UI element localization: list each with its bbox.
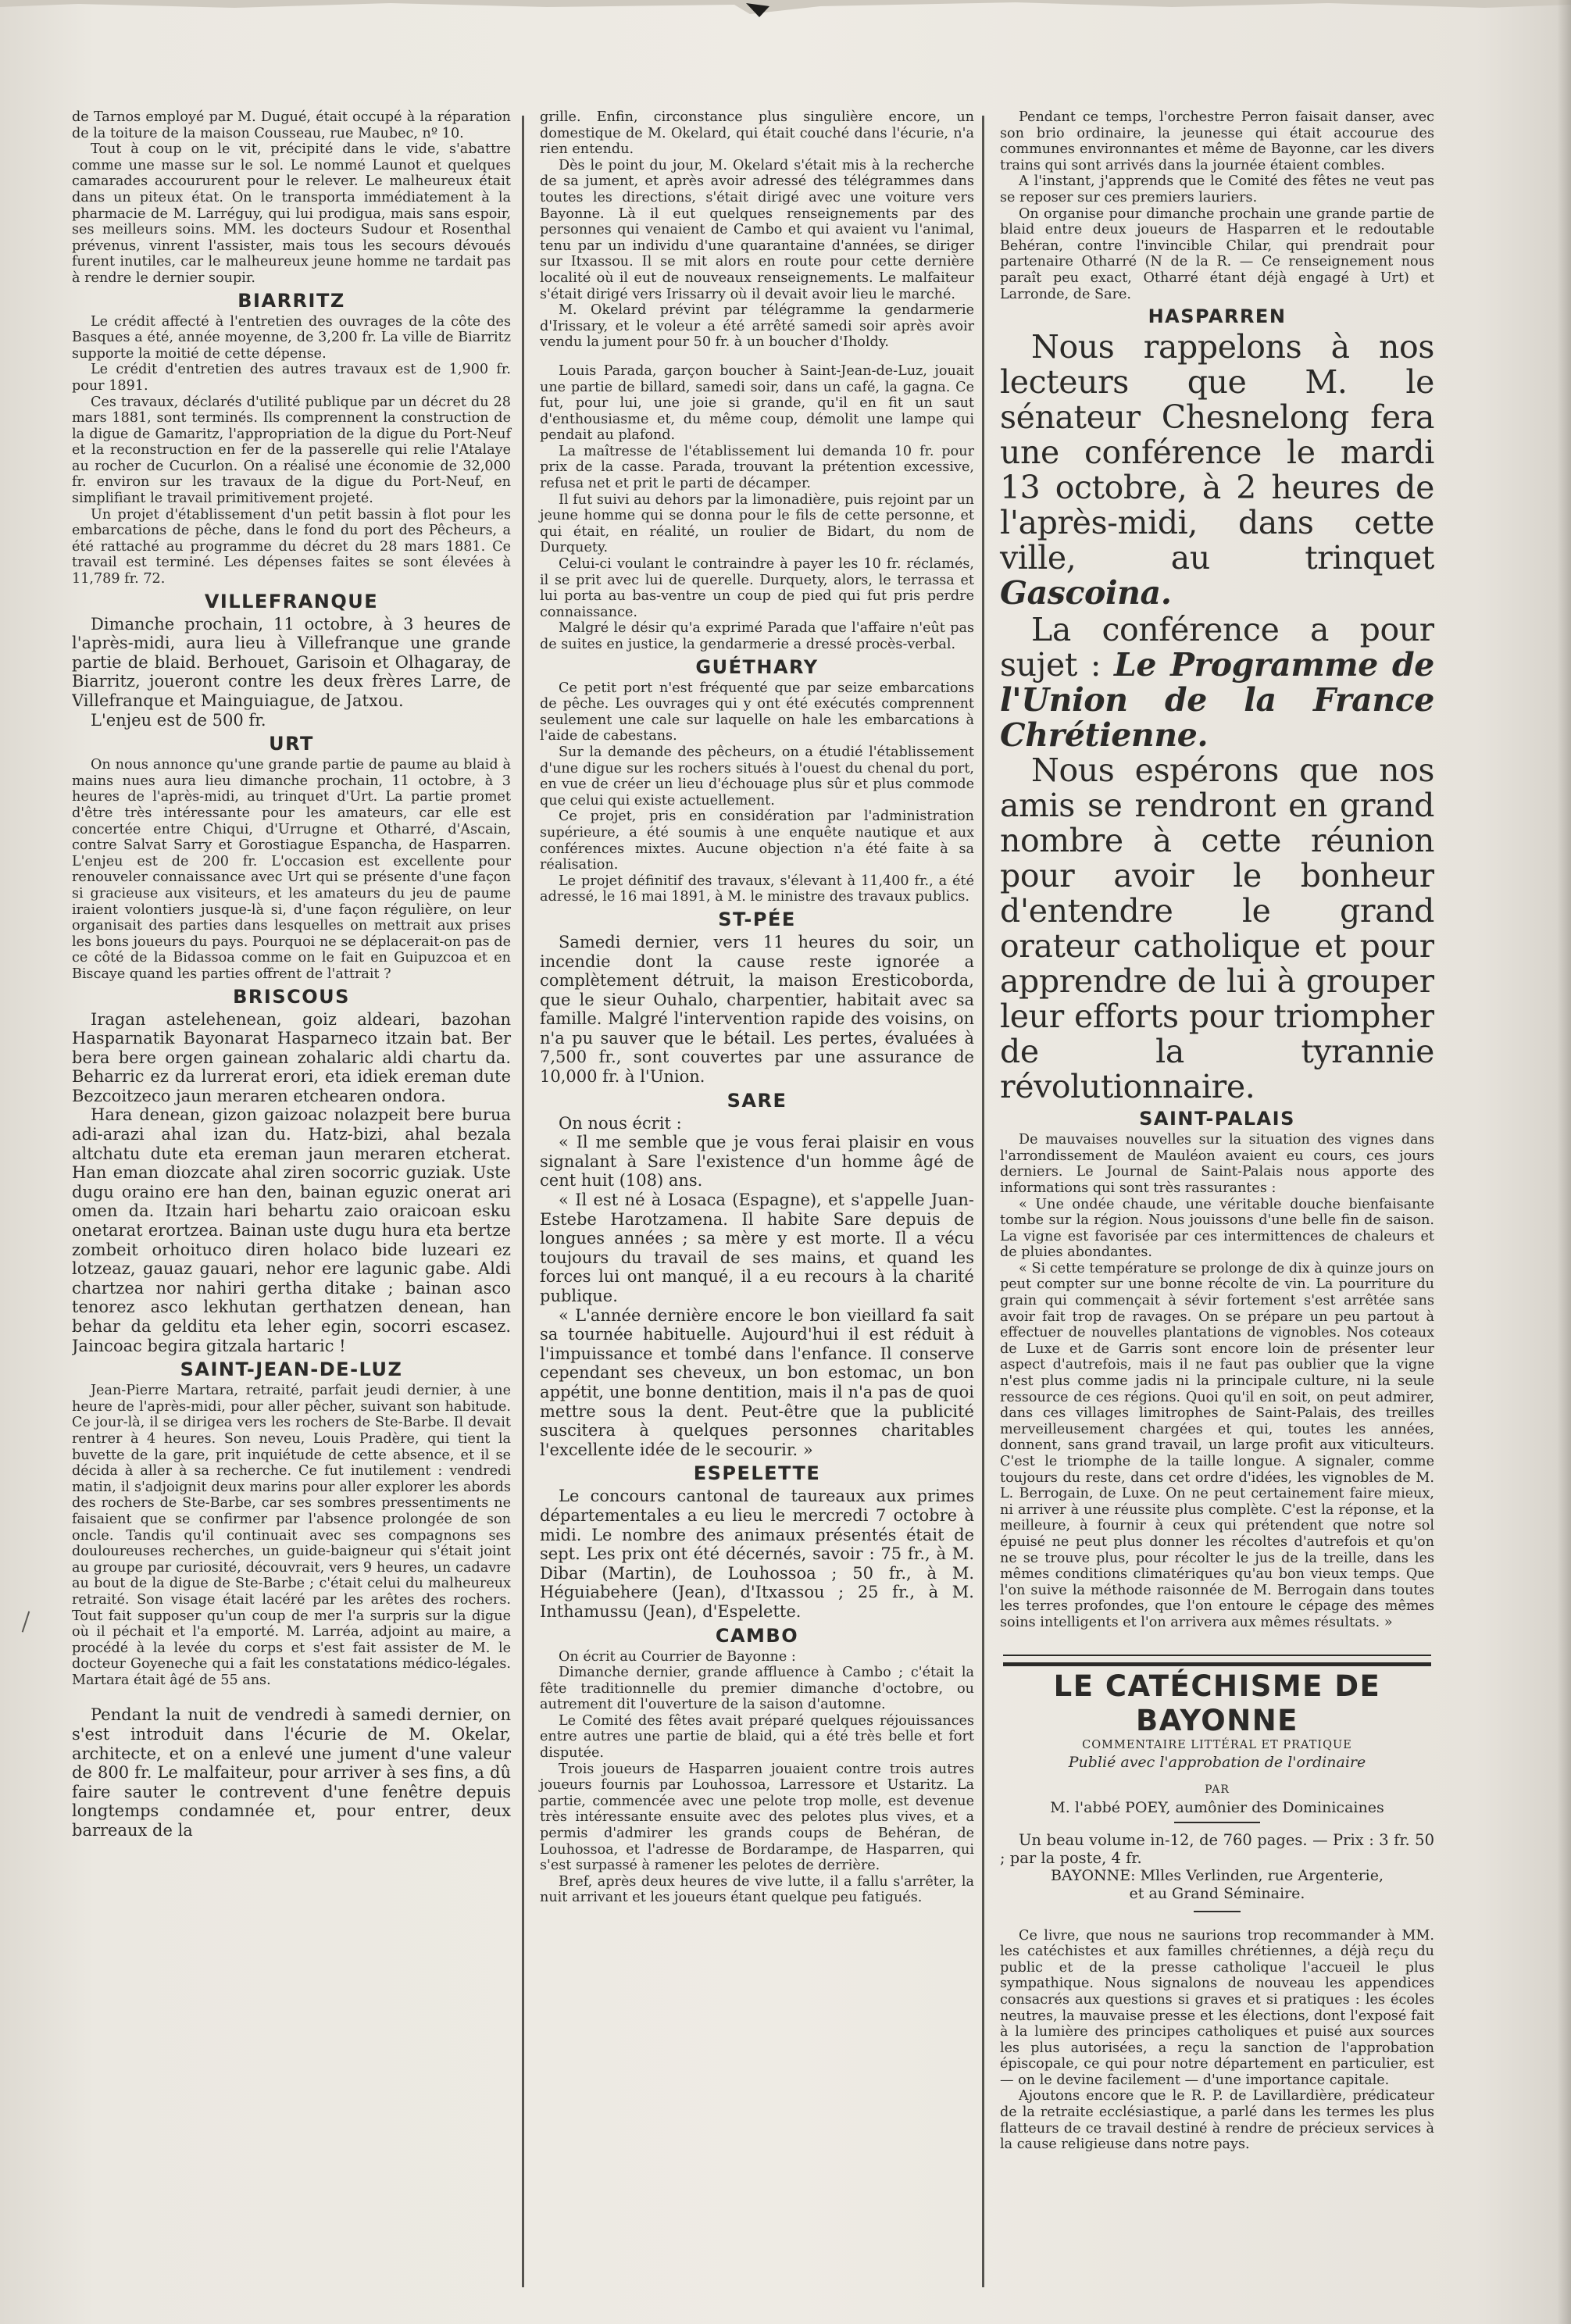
paragraph: de Tarnos employé par M. Dugué, était occupé à la réparation de la toiture de la maison Cousseau, rue Maubec, nº 10. — [72, 109, 511, 141]
torn-top-edge — [0, 0, 1571, 31]
section-heading-sare: SARE — [727, 1089, 787, 1112]
double-rule — [1003, 1655, 1431, 1666]
paragraph: grille. Enfin, circonstance plus singulière encore, un domestique de M. Okelard, qui était couché dans l'écurie, n'a rien entendu. — [540, 109, 974, 158]
paragraph: « Une ondée chaude, une véritable douche bienfaisante tombe sur la région. Nous jouissons d'une belle fin de saison. La vigne est favorisée par ces intermittences de chaleurs et de pluies abondantes. — [1000, 1196, 1434, 1261]
paragraph: Iragan astelehenean, goiz aldeari, bazohan Hasparnatik Bayonarat Hasparneco itzain bat. Ber bera bere orgen gainean zohalaric aldi chartu da. Beharric ez da lurrerat erori, eta idiek ereman dute Bezcoitzeco jaun meraren etchearen ondora. — [72, 1009, 511, 1105]
article-urt — [72, 757, 511, 982]
section-heading-urt: URT — [269, 733, 314, 755]
section-heading-villefranque: VILLEFRANQUE — [204, 590, 379, 612]
short-rule — [1194, 1911, 1241, 1912]
catechisme-advertisement — [1000, 1655, 1434, 2153]
paragraph: Malgré le désir qu'a exprimé Parada que l'affaire n'eût pas de suites en justice, la gendarmerie a dressé procès-verbal. — [540, 620, 974, 652]
section-heading-saint-jean-de-luz: SAINT-JEAN-DE-LUZ — [180, 1358, 403, 1381]
paragraph: On nous écrit : — [559, 1113, 682, 1133]
paragraph: M. Okelard prévint par télégramme la gendarmerie d'Irissary, et le voleur a été arrêté samedi soir après avoir vendu la jument pour 50 fr. à un boucher d'Iholdy. — [540, 302, 974, 351]
paragraph: La maîtresse de l'établissement lui demanda 10 fr. pour prix de la casse. Parada, trouvant la prétention excessive, refusa net et prit le parti de décamper. — [540, 443, 974, 492]
paragraph: De mauvaises nouvelles sur la situation des vignes dans l'arrondissement de Mauléon avaient eu cours, ces jours derniers. Le Journal de Saint-Palais nous apporte des informations qui sont très rassurantes : — [1000, 1132, 1434, 1196]
paragraph: L'enjeu est de 500 fr. — [91, 710, 266, 730]
paragraph: Le projet définitif des travaux, s'élevant à 11,400 fr., a été adressé, le 16 mai 1891, à M. le ministre des travaux publics. — [540, 873, 974, 905]
article-parada — [540, 363, 974, 653]
paragraph: Dimanche prochain, 11 octobre, à 3 heures de l'après-midi, aura lieu à Villefranque une grande partie de blaid. Berhouet, Garisoin et Olhagaray, de Biarritz, joueront contre les deux frères Larre, de Villefranque et Mainguiague, de Jatxou. — [72, 614, 511, 710]
paragraph: On écrit au Courrier de Bayonne : — [559, 1648, 796, 1665]
ad-title: LE CATÉCHISME DE BAYONNE — [1053, 1669, 1381, 1737]
paragraph: « Il me semble que je vous ferai plaisir en vous signalant à Sare l'existence d'un homme âgé de cent huit (108) ans. — [540, 1133, 974, 1191]
margin-mark — [22, 1611, 30, 1632]
section-heading-st-pee: ST-PÉE — [718, 908, 796, 930]
column-1 — [72, 109, 522, 2277]
article-espelette — [540, 1487, 974, 1621]
article-st-pee — [540, 933, 974, 1087]
notice-text: Nous rappelons à nos lecteurs que M. le sénateur Chesnelong fera une conférence le mardi 13 octobre, à 2 heures de l'après-midi, dans cette ville, au trinquet — [1000, 328, 1434, 577]
ad-par: PAR — [1205, 1783, 1230, 1796]
article-saint-jean-de-luz — [72, 1383, 511, 1688]
paragraph: Hara denean, gizon gaizoac nolazpeit bere burua adi-arazi ahal izan du. Hatz-bizi, ahal bezala altchatu dute eta ereman jaun meraren etcherat. Han eman diozcate ahal ziren socorric guziak. Uste dugu oraino ere han den, bainan eguzic onerat ari omen da. Itzain hari behartu zaio oraicoan esku onetarat erortzea. Bainan uste dugu hura eta bertze zombeit orhoituco diren holaco bide luzeari ez lotzeaz, gauaz gauari, nehor ere lagunic gabe. Aldi chartzea nor nahiri gertha ditake ; bainan asco tenorez asco lekhutan gerthatzen denean, han behar da gelditu eta leher egin, socorri escasez. Jaincoac begira gitzala hartaric ! — [72, 1105, 511, 1355]
paragraph: Jean-Pierre Martara, retraité, parfait jeudi dernier, à une heure de l'après-midi, pour aller pêcher, suivant son habitude. Ce jour-là, il se dirigea vers les rochers de Ste-Barbe. Il devait rentrer à 4 heures. Son neveu, Louis Pradère, qui tient la buvette de la gare, prit inquiétude de cette absence, et il se décida à aller à sa recherche. Ce fut inutilement : vendredi matin, il s'adjoignit deux marins pour aller explorer les abords des rochers de Ste-Barbe, car ses sombres pressentiments ne faisaient que se confirmer par l'absence prolongée de son oncle. Tandis qu'il continuait avec ses compagnons ses douloureuses recherches, un guide-baigneur qui s'était joint au groupe par curiosité, découvrait, vers 9 heures, un cadavre au bout de la digue de Ste-Barbe ; c'était celui du malheureux retraité. Son visage était lacéré par les arêtes des rochers. Tout fait supposer qu'un coup de mer l'a surpris sur la digue où il péchait et l'a emporté. M. Larréa, adjoint au maire, a procédé à la levée du corps et s'est fait assister de M. le docteur Goyeneche qui a fait les constatations médico-légales. Martara était âgé de 55 ans. — [72, 1383, 511, 1688]
article-okelar-theft-continued — [540, 109, 974, 351]
paragraph: Tout à coup on le vit, précipité dans le vide, s'abattre comme une masse sur le sol. Le nommé Launot et quelques camarades accoururent pour le relever. Le malheureux était dans un piteux état. On le transporta immédiatement à la pharmacie de M. Larréguy, qui lui prodigua, mais sans espoir, ses meilleurs soins. MM. les docteurs Sudour et Rosenthal prévenus, vinrent l'assister, mais tous les secours dévoués furent inutiles, car le malheureux jeune homme ne tardait pas à rendre le dernier soupir. — [72, 141, 511, 286]
notice-subject: Le Programme de l'Union de la France Chrétienne. — [1000, 646, 1434, 755]
paragraph: Dès le point du jour, M. Okelard s'était mis à la recherche de sa jument, et après avoir adressé des télégrammes dans toutes les directions, s'était dirigé avec une voiture vers Bayonne. Là il eut quelques renseignements par des personnes qui venaient de Cambo et qui avaient vu l'animal, tenu par un individu d'une quarantaine d'années, se diriger sur Itxassou. Il se mit alors en route pour cette dernière localité où il eut de nouveaux renseignements. Le malfaiteur s'était dirigé vers Irissarry où il devait avoir lieu le marché. — [540, 157, 974, 302]
conference-notice — [1000, 330, 1434, 1105]
paragraph: « Il est né à Losaca (Espagne), et s'appelle Juan-Estebe Harotzamena. Il habite Sare depuis de longues années ; sa mère y est morte. Il a vécu toujours du travail de ses mains, et quand les forces lui ont manqué, il a eu recours à la charité publique. — [540, 1191, 974, 1305]
paragraph: Ce projet, pris en considération par l'administration supérieure, a été soumis à une enquête nautique et aux conférences mixtes. Aucune objection n'a été faite à sa réalisation. — [540, 809, 974, 873]
section-heading-hasparren: HASPARREN — [1148, 305, 1287, 328]
notice-venue: Gascoina. — [1000, 574, 1172, 612]
paragraph: A l'instant, j'apprends que le Comité des fêtes ne veut pas se reposer sur ces premiers lauriers. — [1000, 173, 1434, 205]
paragraph: Celui-ci voulant le contraindre à payer les 10 fr. réclamés, il se prit avec lui de querelle. Durquety, alors, le terrassa et lui porta au bas-ventre un coup de pied qui fut pris perdre connaissance. — [540, 556, 974, 620]
section-heading-cambo: CAMBO — [715, 1624, 799, 1647]
ad-address: et au Grand Séminaire. — [1129, 1884, 1305, 1902]
ad-address: BAYONNE: Mlles Verlinden, rue Argenterie, — [1050, 1866, 1384, 1884]
paragraph: Un projet d'établissement d'un petit bassin à flot pour les embarcations de pêche, dans le fond du port des Pêcheurs, a été rattaché au programme du décret du 28 mars 1881. Ce travail est terminé. Les dépenses faites se sont élevées à 11,789 fr. 72. — [72, 506, 511, 587]
article-briscous — [72, 1010, 511, 1356]
column-2 — [524, 109, 982, 2277]
section-heading-briscous: BRISCOUS — [233, 985, 350, 1008]
ad-author: M. l'abbé POEY, aumônier des Dominicaines — [1050, 1798, 1384, 1816]
article-biarritz — [72, 314, 511, 587]
article-villefranque — [72, 615, 511, 730]
notice-paragraph — [1000, 330, 1434, 611]
paragraph: Le crédit d'entretien des autres travaux est de 1,900 fr. pour 1891. — [72, 362, 511, 394]
paragraph: On nous annonce qu'une grande partie de paume au blaid à mains nues aura lieu dimanche prochain, 11 octobre, à 3 heures de l'après-midi, au trinquet d'Urt. La partie promet d'être très intéressante pour les amateurs, car elle est concertée entre Chiqui, d'Urrugne et Otharré, d'Ascain, contre Salvat Sarry et Gorostiague Espancha, de Hasparren. L'enjeu est de 200 fr. L'occasion est excellente pour renouveler connaissance avec Urt qui se présente d'une façon si gracieuse aux visiteurs, et les amateurs du jeu de paume iraient volontiers jusque-là si, d'une façon régulière, on leur organisait des parties dans lesquelles on mettrait aux prises les bons joueurs du pays. Pourquoi ne se déplacerait-on pas de ce côté de la Bidassoa comme on le fait en Guipuzcoa et en Biscaye quand les parties offrent de l'attrait ? — [72, 757, 511, 982]
article-cambo — [540, 1649, 974, 1907]
paragraph: Sur la demande des pêcheurs, on a étudié l'établissement d'une digue sur les rochers situés à l'ouest du chenal du port, en vue de créer un lieu d'échouage plus sûr et plus commode que celui qui existe actuellement. — [540, 744, 974, 809]
article-sare — [540, 1114, 974, 1460]
column-rule — [522, 116, 524, 2287]
article-guethary — [540, 680, 974, 905]
paragraph: Ajoutons encore que le R. P. de Lavillardière, prédicateur de la retraite ecclésiastique, a parlé dans les termes les plus flatteurs de ce travail destiné à rendre de précieux services à la cause religieuse dans notre pays. — [1000, 2088, 1434, 2153]
section-heading-biarritz: BIARRITZ — [237, 289, 345, 312]
ad-price: Un beau volume in-12, de 760 pages. — Prix : 3 fr. 50 ; par la poste, 4 fr. — [1000, 1830, 1434, 1867]
paragraph: Trois joueurs de Hasparren jouaient contre trois autres joueurs fournis par Louhossoa, Larressore et Ustaritz. La partie, commencée avec une pelote trop molle, est devenue très intéressante ensuite avec des pelotes plus vives, et a permis d'admirer les grands coups de Behéran, de Louhossoa, et l'adresse de Bordarampe, de Hasparren, qui s'est surpassé à ramener les pelotes de derrière. — [540, 1761, 974, 1874]
paragraph: Ce livre, que nous ne saurions trop recommander à MM. les catéchistes et aux familles chrétiennes, a déjà reçu du public et de la presse catholique l'accueil le plus sympathique. Nous signalons de nouveau les appendices consacrés aux questions si graves et si pratiques : les écoles neutres, la mauvaise presse et les élections, dont l'exposé fait à la lumière des principes catholiques et puisé aux sources les plus autorisées, a reçu la sanction de l'approbation épiscopale, ce qui pour notre département en particulier, est — on le devine facilement — d'une importance capitale. — [1000, 1927, 1434, 2088]
column-rule — [982, 116, 984, 2287]
paragraph: « Si cette température se prolonge de dix à quinze jours on peut compter sur une bonne récolte de vin. La pourriture du grain qui commençait à sévir fortement s'est arrêtée sans avoir fait trop de ravages. On se prépare un peu partout à effectuer de nouvelles plantations de vignobles. Nos coteaux de Luxe et de Garris sont encore loin de présenter leur aspect d'autrefois, mais il ne faut pas oublier que la vigne n'est plus comme jadis ni la principale culture, ni la seule ressource de ces régions. Quoi qu'il en soit, on peut admirer, dans ces villages limitrophes de Saint-Palais, des treilles merveilleusement chargées et qui, toutes les années, donnent, sans grand travail, un large profit aux viticulteurs. C'est le triomphe de la taille longue. A signaler, comme toujours du reste, dans cet ordre d'idées, les vignobles de M. L. Berrogain, de Luxe. On ne peut certainement faire mieux, ni arriver à une réussite plus complète. C'est la réponse, et la meilleure, à fournir à ceux qui prétendent que notre sol épuisé ne peut plus donner les récoltes d'autrefois et qu'on ne se trouve plus, pour récolter le jus de la treille, dans les mêmes conditions climatériques qu'au bon vieux temps. Que l'on suive la méthode raisonnée de M. Berrogain dans toutes les terres profondes, que l'on entoure le cépage des mêmes soins intelligents et l'on arrivera aux mêmes résultats. » — [1000, 1260, 1434, 1630]
section-heading-guethary: GUÉTHARY — [695, 655, 819, 678]
article-saint-palais — [1000, 1132, 1434, 1630]
paragraph: Dimanche dernier, grande affluence à Cambo ; c'était la fête traditionnelle du premier dimanche d'octobre, ou autrement dit l'ouverture de la saison d'automne. — [540, 1665, 974, 1713]
notice-text: La conférence a pour sujet : — [1000, 611, 1434, 684]
column-3 — [984, 109, 1434, 2277]
paragraph: Le Comité des fêtes avait préparé quelques réjouissances entre autres une partie de blaid, qui a été très belle et fort disputée. — [540, 1712, 974, 1762]
article-okelar-theft — [72, 1705, 511, 1840]
ad-approbation: Publié avec l'approbation de l'ordinaire — [1068, 1753, 1366, 1771]
article-tarnos — [72, 109, 511, 287]
paragraph: Bref, après deux heures de vive lutte, il a fallu s'arrêter, la nuit arrivant et les joueurs étant quelque peu fatigués. — [540, 1873, 974, 1906]
paragraph: Le crédit affecté à l'entretien des ouvrages de la côte des Basques a été, année moyenne, de 3,200 fr. La ville de Biarritz supporte la moitié de cette dépense. — [72, 313, 511, 362]
notice-paragraph: Nous espérons que nos amis se rendront en grand nombre à cette réunion pour avoir le bonheur d'entendre le grand orateur catholique et pour apprendre de lui à grouper leur efforts pour triompher de la tyrannie révolutionnaire. — [1000, 751, 1434, 1106]
page-edge-shadow — [1557, 0, 1571, 2324]
paragraph: Le concours cantonal de taureaux aux primes départementales a eu lieu le mercredi 7 octobre à midi. Le nombre des animaux présentés était de sept. Les prix ont été décernés, savoir : 75 fr., à M. Dibar (Martin), de Louhossoa ; 50 fr., à M. Héguiabehere (Jean), d'Itxassou ; 25 fr., à M. Inthamussu (Jean), d'Espelette. — [540, 1487, 974, 1621]
paragraph: « L'année dernière encore le bon vieillard fa sait sa tournée habituelle. Aujourd'hui il est réduit à l'impuissance et tombé dans l'enfance. Il conserve cependant ses cheveux, un bon estomac, un bon appétit, une bonne dentition, mais il n'a pas de quoi mettre sous la dent. Peut-être que la publicité suscitera à quelques personnes charitables l'excellente idée de le secourir. » — [540, 1305, 974, 1459]
paragraph: Pendant la nuit de vendredi à samedi dernier, on s'est introduit dans l'écurie de M. Okelar, architecte, et on a enlevé une jument d'une valeur de 800 fr. Le malfaiteur, pour arriver à ses fins, a dû faire sauter le contrevent d'une fenêtre depuis longtemps condamnée et, pour entrer, deux barreaux de la — [72, 1705, 511, 1840]
paragraph: Louis Parada, garçon boucher à Saint-Jean-de-Luz, jouait une partie de billard, samedi soir, dans un café, la gagna. Ce fut, pour lui, une joie si grande, qu'il en fit un saut d'enthousiasme et, du même coup, démolit une lampe qui pendait au plafond. — [540, 362, 974, 444]
paragraph: Samedi dernier, vers 11 heures du soir, un incendie dont la cause reste ignorée a complètement détruit, la maison Eresticoborda, que le sieur Ouhalo, charpentier, habitait avec sa famille. Malgré l'intervention rapide des voisins, on n'a pu sauver que le bétail. Les pertes, évaluées à 7,500 fr., sont couvertes par une assurance de 10,000 fr. à l'Union. — [540, 932, 974, 1087]
paragraph: Pendant ce temps, l'orchestre Perron faisait danser, avec son brio ordinaire, la jeunesse qui était accourue des communes environnantes et même de Bayonne, car les divers trains qui sont arrivés dans la journée étaient combles. — [1000, 109, 1434, 173]
paragraph: Ces travaux, déclarés d'utilité publique par un décret du 28 mars 1881, sont terminés. Ils comprennent la construction de la digue de Gamaritz, l'appropriation de la digue du Port-Neuf et la reconstruction en fer de la passerelle qui relie l'Atalaye au rocher de Cucurlon. On a réalisé une économie de 32,000 fr. environ sur les travaux de la digue du Port-Neuf, en simplifiant le travail primitivement projeté. — [72, 394, 511, 507]
section-heading-espelette: ESPELETTE — [693, 1462, 821, 1485]
short-rule — [1174, 1822, 1260, 1823]
notice-paragraph — [1000, 612, 1434, 753]
section-heading-saint-palais: SAINT-PALAIS — [1139, 1108, 1295, 1130]
article-cambo-continued — [1000, 109, 1434, 302]
paragraph: Ce petit port n'est fréquenté que par seize embarcations de pêche. Les ouvrages qui y ont été exécutés comprennent seulement une cale sur laquelle on hale les embarcations à l'aide de cabestans. — [540, 680, 974, 744]
ad-subtitle: COMMENTAIRE LITTÉRAL ET PRATIQUE — [1082, 1738, 1352, 1751]
paragraph: Il fut suivi au dehors par la limonadière, puis rejoint par un jeune homme qui se donna pour le fils de cette personne, et qui était, en réalité, un roulier de Bidart, du nom de Durquety. — [540, 491, 974, 556]
paragraph: On organise pour dimanche prochain une grande partie de blaid entre deux joueurs de Hasparren et le redoutable Behéran, contre l'invincible Chilar, qui prendrait pour partenaire Otharré (N de la R. — Ce renseignement nous paraît peu exact, Otharré étant déjà engagé à Urt) et Larronde, de Sare. — [1000, 205, 1434, 302]
columns — [72, 109, 1516, 2277]
